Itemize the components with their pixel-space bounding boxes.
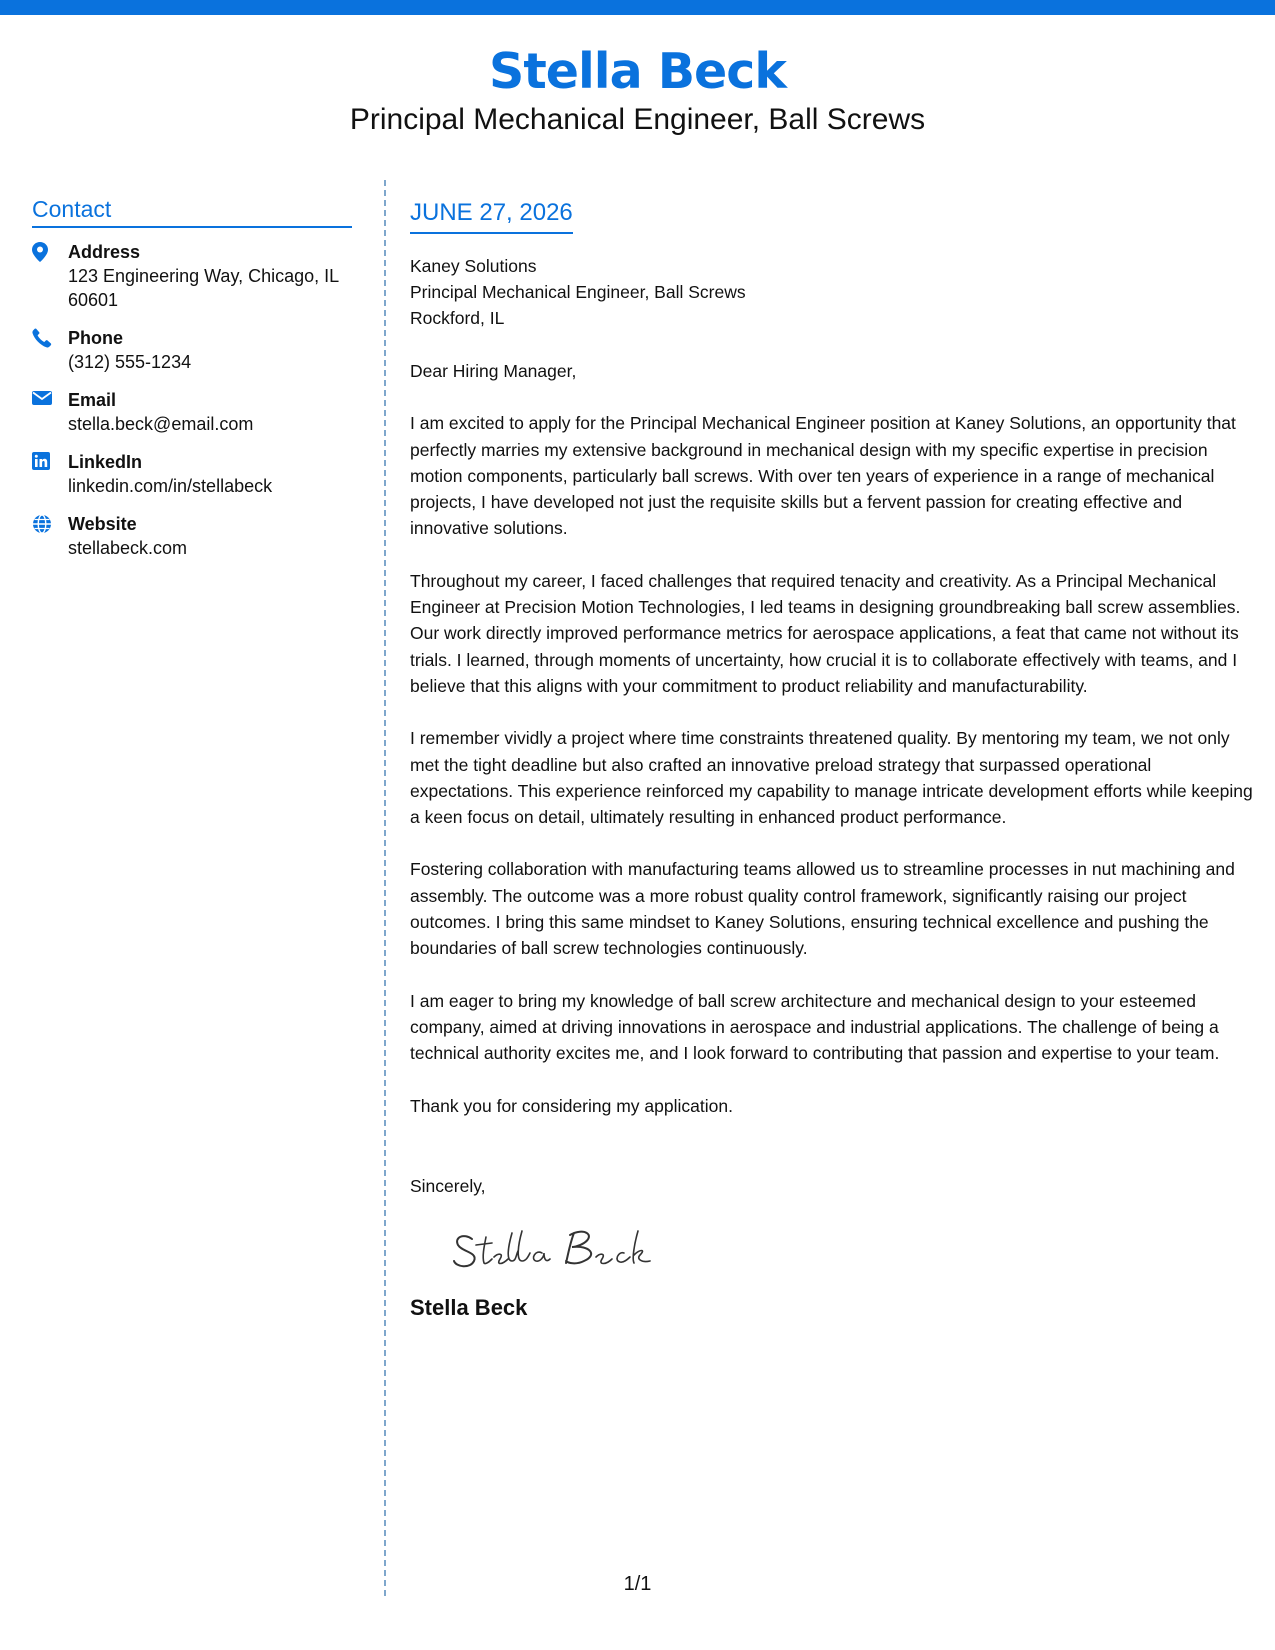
contact-label: Address <box>68 242 141 262</box>
salutation: Dear Hiring Manager, <box>410 361 577 381</box>
contact-sidebar <box>32 194 352 574</box>
closing-line: Sincerely, <box>410 1175 486 1196</box>
body-paragraph: Fostering collaboration with manufacturing teams allowed us to streamline processes in nut machining and assembly. The outcome was a more robust quality control framework, significantly raising our project outcomes. I bring this same mindset to Kaney Solutions, ensuring technical excellence and pushing the boundaries of ball screw technologies continuously. <box>410 859 1235 959</box>
recipient-location: Rockford, IL <box>410 308 505 328</box>
phone-icon <box>32 326 68 348</box>
linkedin-icon <box>32 450 68 470</box>
letter-body <box>410 196 1254 1323</box>
contact-label: Phone <box>68 328 124 348</box>
linkedin-value[interactable]: linkedin.com/in/stellabeck <box>68 476 273 496</box>
contact-label: Website <box>68 514 137 534</box>
body-paragraph: I am eager to bring my knowledge of ball screw architecture and mechanical design to your esteemed company, aimed at driving innovations in aerospace and industrial applications. The challenge of being a technical authority excites me, and I look forward to contributing that passion and expertise to your team. <box>410 990 1220 1064</box>
contact-item-website <box>32 512 352 560</box>
body-paragraph: I am excited to apply for the Principal Mechanical Engineer position at Kaney Solutions, an opportunity that perfectly marries my extensive background in mechanical design with my specific expertise in precision motion components, particularly ball screws. With over ten years of experience in a range of mechanical projects, I have developed not just the requisite skills but a fervent passion for creating effective and innovative solutions. <box>410 413 1236 539</box>
signer-name: Stella Beck <box>410 1295 528 1321</box>
contact-item-linkedin <box>32 450 352 498</box>
recipient-block <box>410 253 1254 331</box>
handwritten-signature <box>450 1219 1254 1277</box>
letter-header <box>0 40 1275 138</box>
contact-label: LinkedIn <box>68 452 143 472</box>
contact-label: Email <box>68 390 117 410</box>
contact-item-email <box>32 388 352 436</box>
email-value[interactable]: stella.beck@email.com <box>68 414 254 434</box>
phone-value: (312) 555-1234 <box>68 352 192 372</box>
applicant-name: Stella Beck <box>489 43 786 100</box>
letter-date: JUNE 27, 2026 <box>410 196 573 234</box>
contact-item-address <box>32 240 352 312</box>
recipient-position: Principal Mechanical Engineer, Ball Screws <box>410 282 746 302</box>
column-divider <box>384 180 386 1596</box>
globe-icon <box>32 512 68 534</box>
contact-heading: Contact <box>32 194 352 228</box>
body-paragraph: Throughout my career, I faced challenges that required tenacity and creativity. As a Principal Mechanical Engineer at Precision Motion Technologies, I led teams in designing groundbreaking ball screw assemblies. Our work directly improved performance metrics for aerospace applications, a feat that came not without its trials. I learned, through moments of uncertainty, how crucial it is to collaborate effectively with teams, and I believe that this aligns with your commitment to product reliability and manufacturability. <box>410 570 1241 696</box>
map-pin-icon <box>32 240 68 262</box>
applicant-title: Principal Mechanical Engineer, Ball Screws <box>349 103 926 136</box>
contact-item-phone <box>32 326 352 374</box>
closing-thanks: Thank you for considering my application. <box>410 1095 733 1116</box>
website-value[interactable]: stellabeck.com <box>68 538 188 558</box>
envelope-icon <box>32 388 68 406</box>
page-number: 1/1 <box>623 1573 652 1595</box>
recipient-company: Kaney Solutions <box>410 256 537 276</box>
top-accent-bar <box>0 0 1275 15</box>
address-value: 123 Engineering Way, Chicago, IL 60601 <box>68 266 339 310</box>
body-paragraph: I remember vividly a project where time constraints threatened quality. By mentoring my team, we not only met the tight deadline but also crafted an innovative preload strategy that surpassed operational expectations. This experience reinforced my capability to manage intricate development efforts while keeping a keen focus on detail, ultimately resulting in enhanced product performance. <box>410 728 1253 828</box>
